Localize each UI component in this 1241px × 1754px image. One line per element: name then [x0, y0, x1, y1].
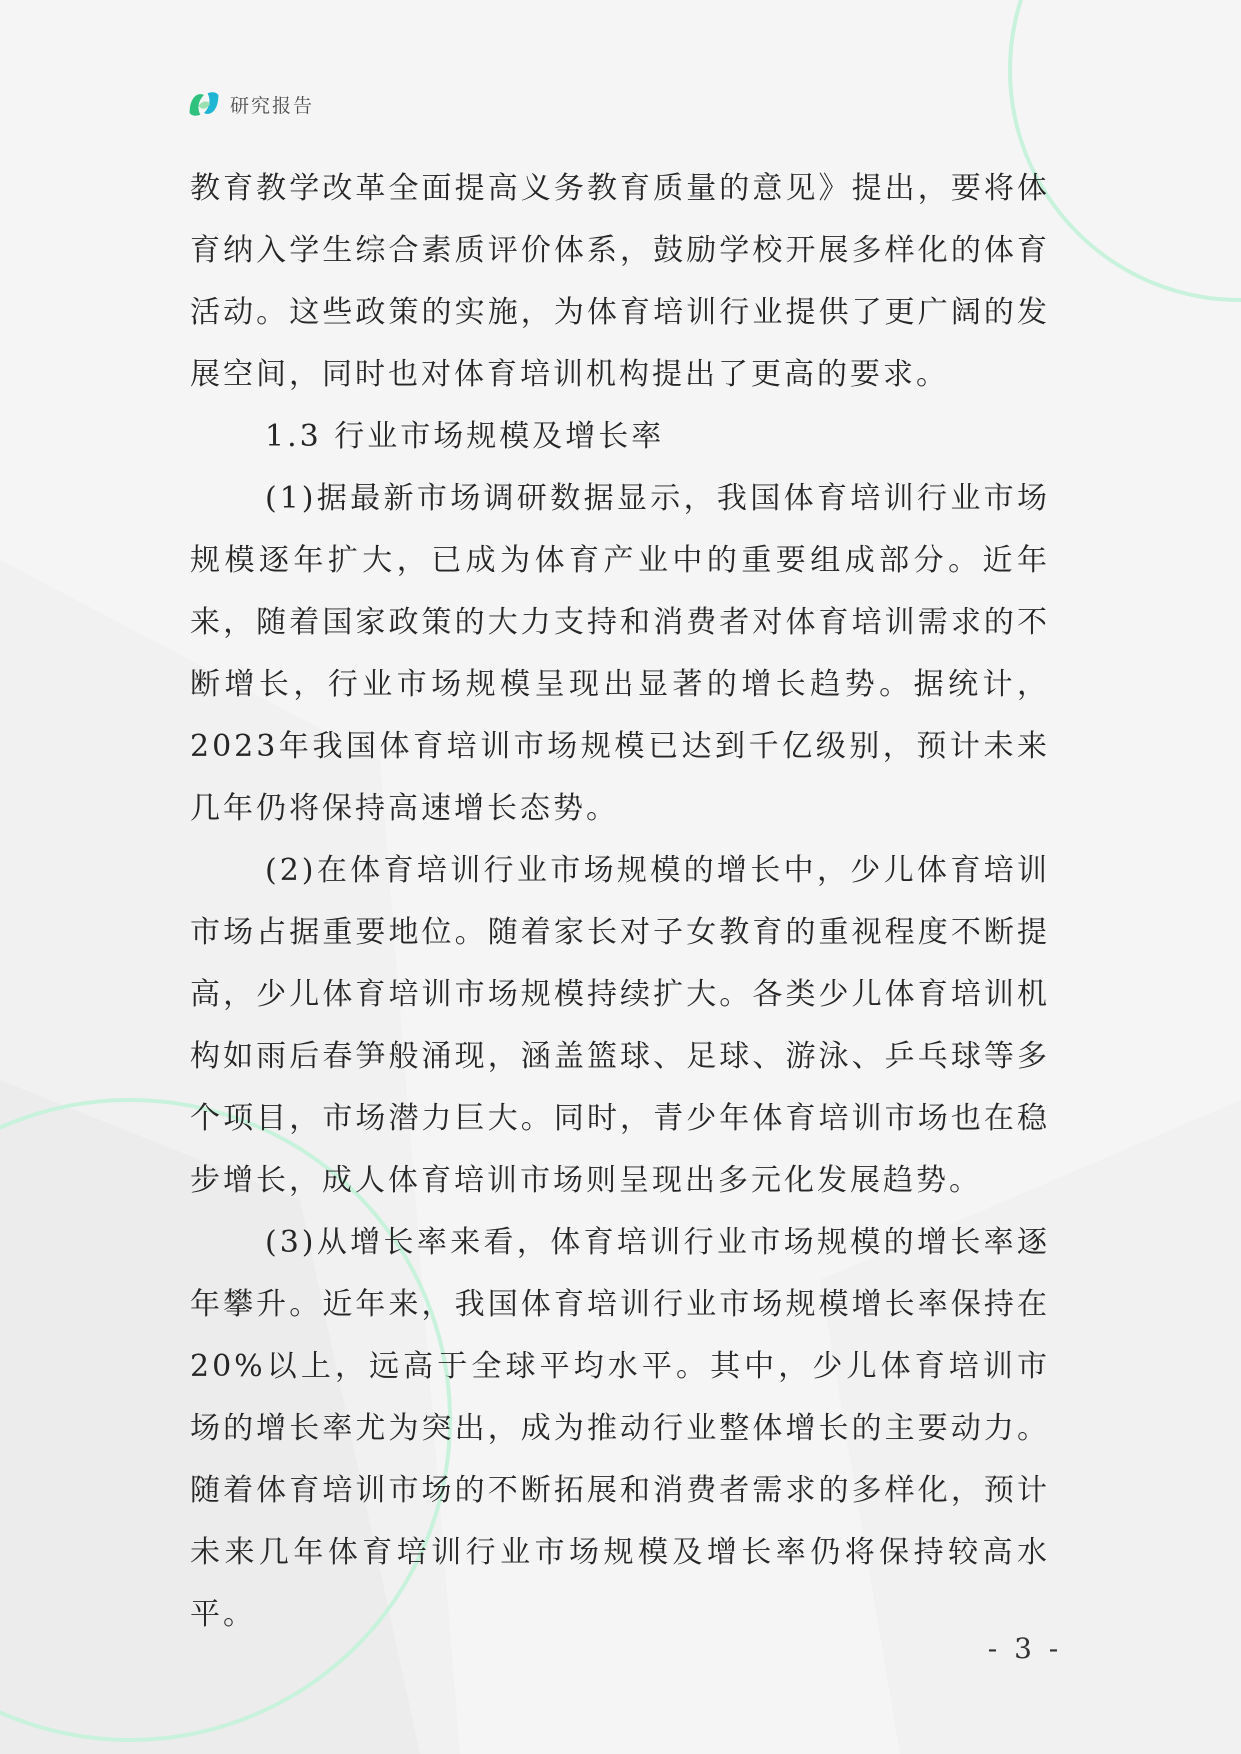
- body-paragraph: 教育教学改革全面提高义务教育质量的意见》提出，要将体育纳入学生综合素质评价体系，鼓励学校开展多样化的体育活动。这些政策的实施，为体育培训行业提供了更广阔的发展空间，同时也对体育培训机构提出了更高的要求。: [190, 171, 1050, 392]
- body-paragraph: (1)据最新市场调研数据显示，我国体育培训行业市场规模逐年扩大，已成为体育产业中的重要组成部分。近年来，随着国家政策的大力支持和消费者对体育培训需求的不断增长，行业市场规模呈现出显著的增长趋势。据统计，2023年我国体育培训市场规模已达到千亿级别，预计未来几年仍将保持高速增长态势。: [190, 481, 1050, 826]
- body-paragraph: (3)从增长率来看，体育培训行业市场规模的增长率逐年攀升。近年来，我国体育培训行业市场规模增长率保持在20%以上，远高于全球平均水平。其中，少儿体育培训市场的增长率尤为突出，成为推动行业整体增长的主要动力。随着体育培训市场的不断拓展和消费者需求的多样化，预计未来几年体育培训行业市场规模及增长率仍将保持较高水平。: [190, 1225, 1050, 1632]
- brand-leaf-logo-icon: [186, 86, 222, 122]
- report-header: [186, 86, 314, 122]
- section-heading: 1.3 行业市场规模及增长率: [265, 419, 665, 454]
- header-label: 研究报告: [230, 94, 315, 117]
- body-paragraph: (2)在体育培训行业市场规模的增长中，少儿体育培训市场占据重要地位。随着家长对子女教育的重视程度不断提高，少儿体育培训市场规模持续扩大。各类少儿体育培训机构如雨后春笋般涌现，涵盖篮球、足球、游泳、乒乓球等多个项目，市场潜力巨大。同时，青少年体育培训市场也在稳步增长，成人体育培训市场则呈现出多元化发展趋势。: [190, 853, 1050, 1198]
- document-body: [190, 158, 1050, 1646]
- page-number: - 3 -: [987, 1632, 1063, 1665]
